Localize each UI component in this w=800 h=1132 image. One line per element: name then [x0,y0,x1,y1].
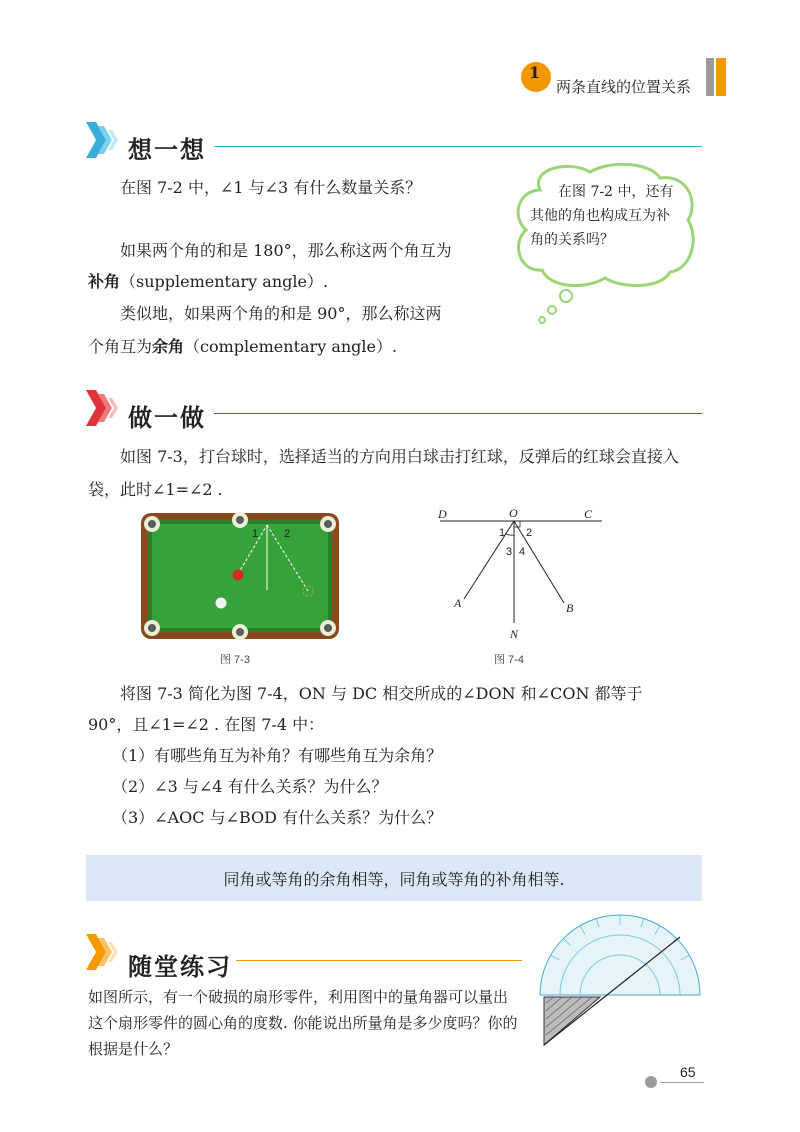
page-dot-icon [645,1076,657,1088]
fig4-caption: 图 7-4 [494,654,524,666]
practice-rule [236,960,522,961]
chapter-title: 两条直线的位置关系 [556,78,692,96]
do-text-a: 将图 7-3 简化为图 7-4，ON 与 DC 相交所成的∠DON 和∠CON 都等于 [120,684,643,703]
do-question-3: （3）∠AOC 与∠BOD 有什么关系？为什么？ [112,808,443,827]
header-bar-gray [706,58,714,96]
fig3-angle-2: 2 [284,528,291,540]
fig4-point-C: C [584,507,593,521]
section-title-do: 做一做 [128,404,206,432]
protractor-figure [530,905,710,1055]
think-rule [214,146,702,147]
supp-def-line1: 如果两个角的和是 180°，那么称这两个角互为 [120,241,452,260]
think-chevron-icon [84,120,124,160]
chapter-number: 1 [529,63,541,82]
supp-term-en: （supplementary angle）. [120,272,329,291]
section-title-practice: 随堂练习 [128,953,232,981]
fig4-angle-4: 4 [519,546,526,558]
comp-term-en: （complementary angle）. [184,337,398,356]
fig4-point-A: A [454,596,462,610]
fig3-angle-1: 1 [252,528,259,540]
fig4-angle-2: 2 [526,527,533,539]
practice-chevron-icon [84,932,124,972]
page-number: 65 [680,1064,696,1080]
do-chevron-icon [84,388,124,428]
fig4-angle-3: 3 [506,546,513,558]
comp-def-line1: 类似地，如果两个角的和是 90°，那么称这两 [120,304,442,323]
fig3-caption: 图 7-3 [220,654,250,666]
header-bar-orange [716,58,726,96]
practice-text: 如图所示，有一个破损的扇形零件，利用图中的量角器可以量出这个扇形零件的圆心角的度数. 你能说出所量角是多少度吗？你的根据是什么？ [88,988,518,1058]
conclusion-text: 同角或等角的余角相等，同角或等角的补角相等. [223,870,565,889]
footer-rule [660,1082,704,1083]
angle-diagram-figure [430,505,610,645]
comp-term: 余角 [152,337,185,356]
do-question-2: （2）∠3 与∠4 有什么关系？为什么？ [112,777,388,796]
think-question: 在图 7-2 中，∠1 与∠3 有什么数量关系？ [120,178,422,197]
thought-bubble-text: 在图 7-2 中，还有其他的角也构成互为补角的关系吗？ [530,184,674,248]
billiard-table-figure [140,512,340,640]
do-intro: 如图 7-3，打台球时，选择适当的方向用白球击打红球，反弹后的红球会直接入袋，此时∠1=∠2 . [88,447,679,499]
do-rule [214,413,702,414]
supp-def-line2 [88,265,328,298]
section-title-think: 想一想 [128,136,206,164]
comp-def-prefix: 个角互为 [88,337,153,356]
do-text-b: 90°，且∠1=∠2 . 在图 7-4 中： [88,715,325,734]
fig4-point-O: O [509,506,518,520]
fig4-point-B: B [566,601,574,615]
supp-term: 补角 [88,272,121,291]
fig4-angle-1: 1 [499,527,506,539]
comp-def-line2 [88,330,397,363]
fig4-point-N: N [510,627,519,641]
do-question-1: （1）有哪些角互为补角？有哪些角互为余角？ [112,746,443,765]
fig4-point-D: D [438,507,447,521]
